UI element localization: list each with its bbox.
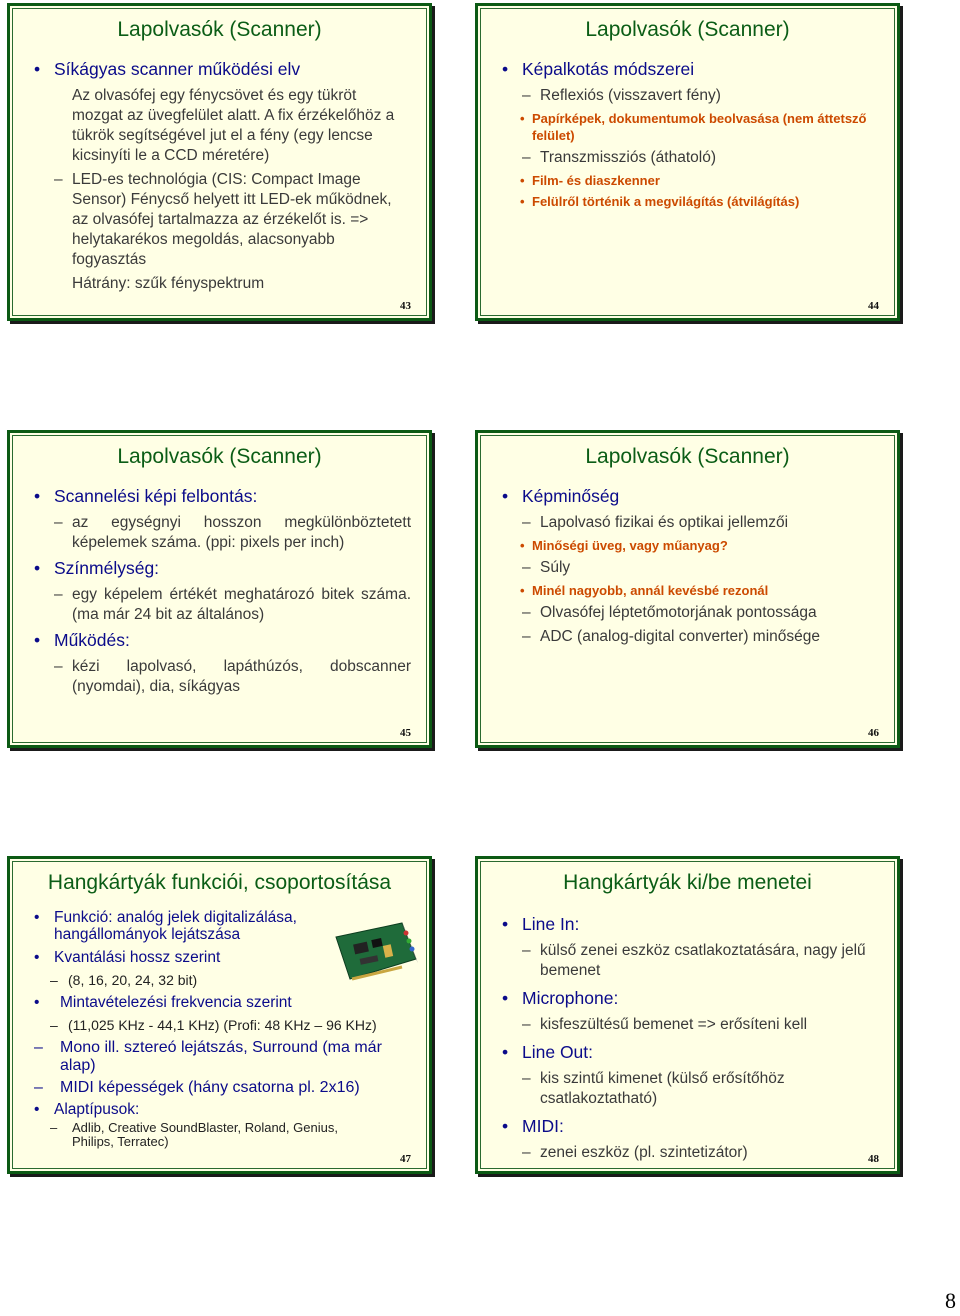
bullet: • Line Out: — [498, 1041, 879, 1063]
slide-title: Hangkártyák funkciói, csoportosítása — [47, 871, 392, 894]
sub-sub-bullet: • Felülről történik a megvilágítás (átvilágítás) — [498, 193, 879, 210]
slide-48 — [475, 856, 900, 1174]
slide-content — [30, 485, 411, 701]
bullet: • Mintavételezési frekvencia szerint — [30, 994, 411, 1011]
sub-bullet: – Lapolvasó fizikai és optikai jellemzői — [498, 513, 879, 533]
sub-bullet: – Reflexiós (visszavert fény) — [498, 86, 879, 106]
bullet: • Működés: — [30, 629, 411, 651]
bullet: • Síkágyas scanner működési elv — [30, 58, 411, 80]
slide-47 — [7, 856, 432, 1174]
slide-number: 48 — [868, 1153, 879, 1165]
slide-title: Lapolvasók (Scanner) — [117, 18, 322, 41]
sub-bullet: – (11,025 KHz - 44,1 KHz) (Profi: 48 KHz – 96 KHz) — [30, 1017, 411, 1034]
slide-content — [498, 58, 879, 214]
slide-content — [498, 913, 879, 1167]
sub-sub-bullet: • Film- és diaszkenner — [498, 172, 879, 189]
slide-46 — [475, 430, 900, 748]
sub-bullet: – Transzmissziós (áthatoló) — [498, 148, 879, 168]
slide-title: Lapolvasók (Scanner) — [117, 445, 322, 468]
sub-bullet: – zenei eszköz (pl. szintetizátor) — [498, 1143, 879, 1163]
sub-bullet: – Olvasófej léptetőmotorjának pontossága — [498, 603, 879, 623]
slide-number: 46 — [868, 727, 879, 739]
sub-bullet: – az egységnyi hosszon megkülönböztetett képelemek száma. (ppi: pixels per inch) — [30, 513, 411, 553]
bullet: • Line In: — [498, 913, 879, 935]
bullet: • Scannelési képi felbontás: — [30, 485, 411, 507]
sub-bullet: – kis szintű kimenet (külső erősítőhöz csatlakoztatható) — [498, 1069, 879, 1109]
slide-content — [498, 485, 879, 651]
sub-bullet: – LED-es technológia (CIS: Compact Image Sensor) Fénycső helyett itt LED-ek működnek, az olvasófej tartalmazza az érzékelőt is. => helytakarékos megoldás, alacsonyabb fogyasztás — [30, 170, 411, 270]
sub-sub-bullet: • Minőségi üveg, vagy műanyag? — [498, 537, 879, 554]
bullet: • MIDI: — [498, 1115, 879, 1137]
bullet: • Képminőség — [498, 485, 879, 507]
sub-bullet: – kézi lapolvasó, lapáthúzós, dobscanner (nyomdai), dia, síkágyas — [30, 657, 411, 697]
dash-item: – Mono ill. sztereó lejátszás, Surround (ma már alap) — [30, 1039, 411, 1075]
slide-content — [30, 909, 411, 1154]
sub-bullet: – Súly — [498, 558, 879, 578]
slide-number: 47 — [400, 1153, 411, 1165]
paragraph: Az olvasófej egy fénycsövet és egy tükröt mozgat az üvegfelület alatt. A fix érzékelőhöz a tükrök segítségével jut el a fény (egy lencse kicsinyíti le a CCD méretére) — [72, 87, 395, 164]
bullet: • Microphone: — [498, 987, 879, 1009]
bullet: • Funkció: analóg jelek digitalizálása, hangállományok lejátszása — [30, 909, 324, 943]
sub-bullet: – Adlib, Creative SoundBlaster, Roland, Genius, Philips, Terratec) — [30, 1121, 372, 1149]
slide-44 — [475, 3, 900, 321]
bullet: • Színmélység: — [30, 557, 411, 579]
slide-number: 44 — [868, 300, 879, 312]
dash-item: – MIDI képességek (hány csatorna pl. 2x16) — [30, 1079, 411, 1097]
bullet: • Kvantálási hossz szerint — [30, 949, 411, 966]
slide-number: 45 — [400, 727, 411, 739]
sub-bullet: – külső zenei eszköz csatlakoztatására, nagy jelű bemenet — [498, 941, 879, 981]
slide-title: Lapolvasók (Scanner) — [585, 18, 790, 41]
bullet: • Alaptípusok: — [30, 1101, 411, 1118]
sub-sub-bullet: • Minél nagyobb, annál kevésbé rezonál — [498, 582, 879, 599]
sub-bullet: – ADC (analog-digital converter) minősége — [498, 627, 879, 647]
sub-bullet: – (8, 16, 20, 24, 32 bit) — [30, 972, 411, 989]
bullet: • Képalkotás módszerei — [498, 58, 879, 80]
slide-45 — [7, 430, 432, 748]
slide-title: Lapolvasók (Scanner) — [585, 445, 790, 468]
slide-title: Hangkártyák ki/be menetei — [563, 871, 812, 894]
sub-sub-bullet: • Papírképek, dokumentumok beolvasása (nem áttetsző felület) — [498, 110, 879, 144]
sub-bullet: – egy képelem értékét meghatározó bitek száma. (ma már 24 bit az általános) — [30, 585, 411, 625]
slide-number: 43 — [400, 300, 411, 312]
page-number: 8 — [945, 1288, 956, 1313]
sub-bullet: – kisfeszültésű bemenet => erősíteni kell — [498, 1015, 879, 1035]
slide-content — [30, 58, 411, 294]
paragraph: Hátrány: szűk fényspektrum — [72, 275, 265, 292]
slide-43 — [7, 3, 432, 321]
